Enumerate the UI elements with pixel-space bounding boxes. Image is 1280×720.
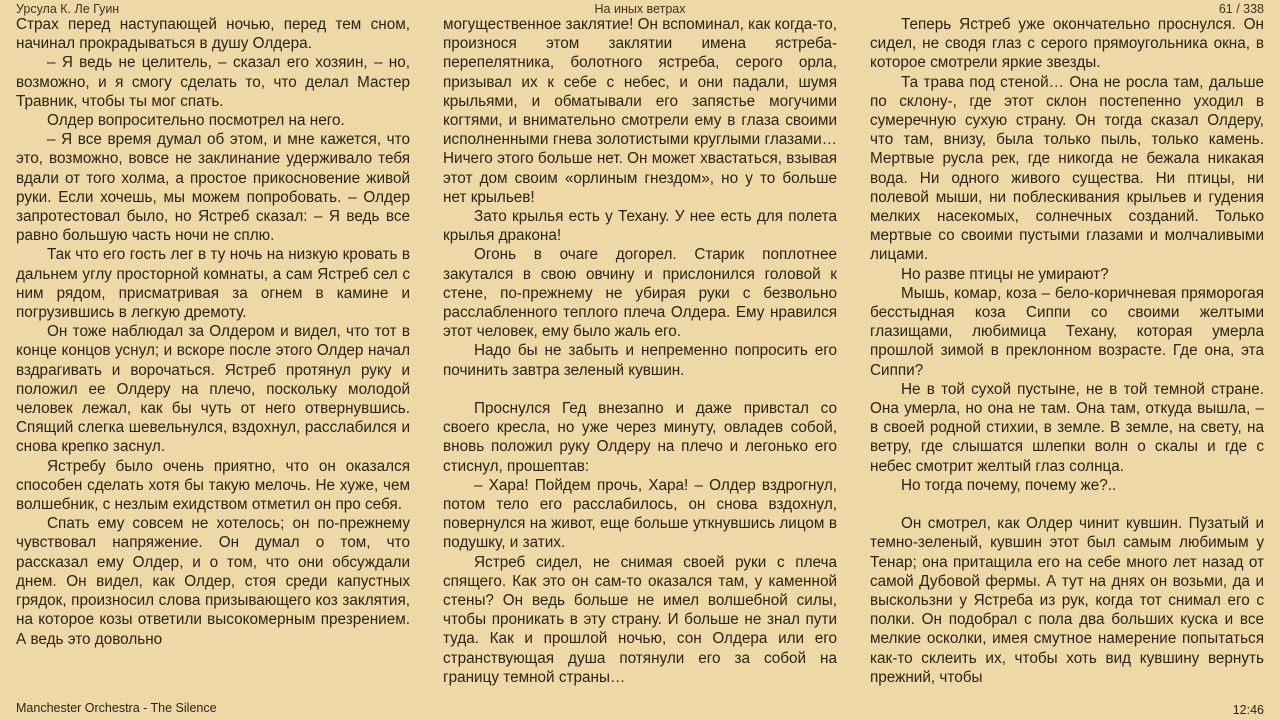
- paragraph: – Я все время думал об этом, и мне кажется, что это, возможно, вовсе не заклинание удерживало тебя вдали от того холма, а простое прикосновение живой руки. Если хочешь, мы можем попробовать. – Олдер запротестовал было, но Ястреб сказал: – Я ведь все равно большую часть ночи не сплю.: [16, 131, 410, 245]
- text-column-3: [870, 15, 1264, 695]
- now-playing-track[interactable]: Manchester Orchestra - The Silence: [16, 701, 217, 715]
- paragraph: [870, 495, 1264, 514]
- page-text-area[interactable]: [16, 15, 1264, 695]
- paragraph: Так что его гость лег в ту ночь на низкую кровать в дальнем углу просторной комнаты, а сам Ястреб сел с ним рядом, присматривая за огнем в камине и погрузившись в легкую дремоту.: [16, 246, 410, 322]
- paragraph: Но разве птицы не умирают?: [901, 265, 1109, 283]
- paragraph: Надо бы не забыть и непременно попросить его починить завтра зеленый кувшин.: [443, 342, 837, 379]
- reader-footer: [0, 698, 1280, 720]
- paragraph: Олдер вопросительно посмотрел на него.: [47, 112, 345, 130]
- paragraph: Страх перед наступающей ночью, перед тем сном, начинал прокрадываться в душу Олдера.: [16, 16, 410, 53]
- paragraph: Ястреб сидел, не снимая своей руки с плеча спящего. Как это он сам-то оказался там, у каменной стены? Он ведь больше не имел волшебной силы, чтобы проникать в эту страну. И больше не знал пути туда. Как и прошлой ночью, сон Олдера или его странствующая душа потянули его за собой на границу темной страны…: [443, 553, 837, 686]
- paragraph: Он тоже наблюдал за Олдером и видел, что тот в конце концов уснул; и вскоре после этого Олдер начал вздрагивать и ворочаться. Ястреб протянул руку и положил ее Олдеру на плечо, поскольку молодой человек лежал, как бы чуть от него отвернувшись. Спящий слегка шевельнулся, вздохнул, расслабился и снова крепко заснул.: [16, 323, 410, 456]
- book-title: На иных ветрах: [594, 2, 686, 16]
- paragraph: Ястребу было очень приятно, что он оказался способен сделать хотя бы такую мелочь. Не хуже, чем волшебник, с незлым ехидством отметил он про себя.: [16, 457, 410, 514]
- paragraph: – Я ведь не целитель, – сказал его хозяин, – но, возможно, и я смогу сделать то, что делал Мастер Травник, чтобы ты мог спать.: [16, 54, 410, 110]
- paragraph: Та трава под стеной… Она не росла там, дальше по склону-, где этот склон постепенно уходил в сумеречную сухую страну. Он тогда сказал Олдеру, что там, внизу, была только пыль, только камень. Мертвые русла рек, где никогда не бежала никакая вода. Ни одного живого существа. Ни птицы, ни полевой мыши, ни поблескивания крыльев и гудения мелких насекомых, солнечных созданий. Только мертвые со своими пустыми глазами и молчаливыми лицами.: [870, 73, 1264, 264]
- book-author: Урсула К. Ле Гуин: [16, 2, 120, 16]
- paragraph: Зато крылья есть у Техану. У нее есть для полета крылья дракона!: [443, 208, 837, 245]
- paragraph: [443, 380, 837, 399]
- paragraph: Не в той сухой пустыне, не в той темной стране. Она умерла, но она не там. Она там, откуда вышла, – в своей родной стихии, в земле. В земле, на свету, на ветру, где слышатся шлепки волн о скалы и где с небес смотрит желтый глаз солнца.: [870, 380, 1264, 475]
- text-column-1: [16, 15, 410, 695]
- page-counter: 61 / 338: [1218, 2, 1264, 16]
- status-clock: 12:46: [1232, 703, 1264, 717]
- paragraph: Он смотрел, как Олдер чинит кувшин. Пузатый и темно-зеленый, кувшин этот был самым любимым у Тенар; она притащила его на себе много лет назад от самой Дубовой фермы. А тут на днях он возьми, да и выскользни у Ястреба из рук, когда тот снимал его с полки. Он подобрал с пола два больших куска и все мелкие осколки, имея смутное намерение попытаться как-то склеить их, чтобы хоть вид кувшину вернуть прежний, чтобы: [870, 515, 1264, 686]
- paragraph: – Хара! Пойдем прочь, Хара! – Олдер вздрогнул, потом тело его расслабилось, он снова вздохнул, повернулся на живот, еще больше уткнувшись лицом в подушку, и затих.: [443, 476, 837, 552]
- paragraph: могущественное заклятие! Он вспоминал, как когда-то, произнося этом заклятии имена ястреба-перепелятника, болотного ястреба, серого орла, призывал их к себе с небес, и они падали, шумя крыльями, и обматывали его запястье могучими когтями, и внимательно смотрели ему в глаза своими исполненными гнева золотистыми круглыми глазами… Ничего этого больше нет. Он может хвастаться, взывая этот дом своим «орлиным гнездом», но у то больше нет крыльев!: [443, 16, 837, 206]
- paragraph: Спать ему совсем не хотелось; он по-прежнему чувствовал напряжение. Он думал о том, что рассказал ему Олдер, и о том, что они обсуждали днем. Он видел, как Олдер, стоя среди капустных грядок, произносил слова призывающего коз заклятия, на которое козы ответили высокомерным презрением. А ведь это довольно: [16, 515, 410, 648]
- paragraph: Но тогда почему, почему же?..: [901, 476, 1117, 494]
- text-column-2: [443, 15, 837, 695]
- paragraph: Мышь, комар, коза – бело-коричневая пряморогая бесстыдная коза Сиппи со своими желтыми глазищами, любимица Техану, которая умерла прошлой зимой в преклонном возрасте. Где она, эта Сиппи?: [870, 284, 1264, 379]
- paragraph: Огонь в очаге догорел. Старик поплотнее закутался в свою овчину и прислонился головой к стене, по-прежнему не убирая руки с безвольно расслабленного теплого плеча Олдера. Ему нравился этот человек, ему было жаль его.: [443, 246, 837, 341]
- paragraph: Теперь Ястреб уже окончательно проснулся. Он сидел, не сводя глаз с серого прямоугольника окна, в которое смотрели яркие звезды.: [870, 16, 1264, 72]
- paragraph: Проснулся Гед внезапно и даже привстал со своего кресла, но уже через минуту, овладев собой, вновь положил руку Олдеру на плечо и легонько его стиснул, прошептав:: [443, 400, 837, 475]
